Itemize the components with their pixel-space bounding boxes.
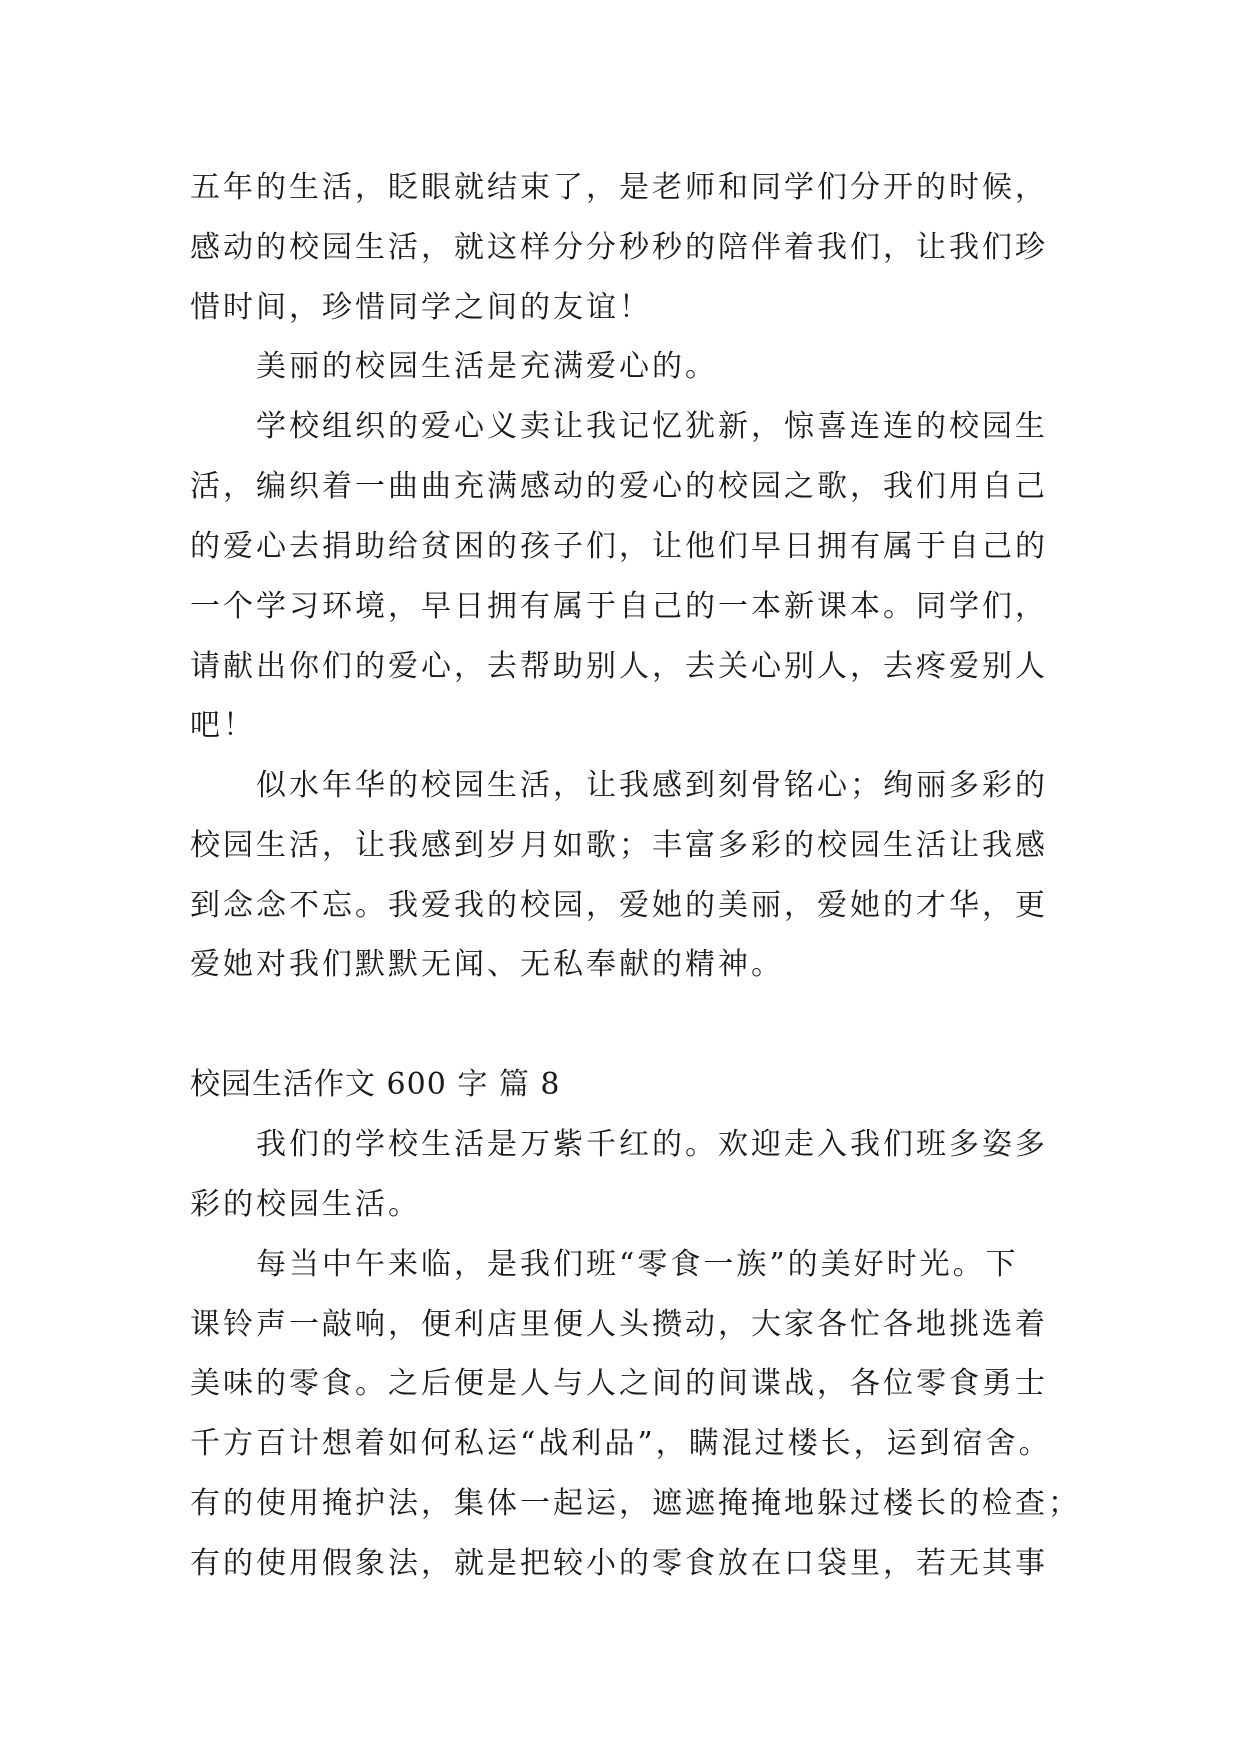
snack-line-2: 课铃声一敲响，便利店里便人头攒动，大家各忙各地挑选着 (190, 1307, 1048, 1342)
intro-line-3: 惜时间，珍惜同学之间的友谊！ (190, 290, 652, 325)
snack-line-1: 每当中午来临，是我们班“零食一族”的美好时光。下 (256, 1247, 1019, 1282)
love-intro-line: 美丽的校园生活是充满爱心的。 (256, 349, 718, 384)
charity-line-4: 一个学习环境，早日拥有属于自己的一本新课本。同学们， (190, 589, 1048, 624)
snack-line-5: 有的使用掩护法，集体一起运，遮遮掩掩地躲过楼长的检查； (190, 1486, 1081, 1521)
charity-line-6: 吧！ (190, 708, 256, 743)
closing-line-2: 校园生活，让我感到岁月如歌；丰富多彩的校园生活让我感 (190, 828, 1048, 863)
snack-line-6: 有的使用假象法，就是把较小的零食放在口袋里，若无其事 (190, 1546, 1048, 1581)
charity-line-5: 请献出你们的爱心，去帮助别人，去关心别人，去疼爱别人 (190, 649, 1048, 684)
charity-line-3: 的爱心去捐助给贫困的孩子们，让他们早日拥有属于自己的 (190, 529, 1048, 564)
snack-line-3: 美味的零食。之后便是人与人之间的间谍战，各位零食勇士 (190, 1366, 1048, 1401)
intro-line-2: 感动的校园生活，就这样分分秒秒的陪伴着我们，让我们珍 (190, 230, 1048, 265)
section-intro-line-2: 彩的校园生活。 (190, 1187, 421, 1222)
intro-line-1: 五年的生活，眨眼就结束了，是老师和同学们分开的时候， (190, 170, 1048, 205)
section-heading: 校园生活作文 600 字 篇 8 (190, 1067, 561, 1102)
closing-line-1: 似水年华的校园生活，让我感到刻骨铭心；绚丽多彩的 (256, 768, 1048, 803)
snack-line-4: 千方百计想着如何私运“战利品”，瞒混过楼长，运到宿舍。 (190, 1426, 1052, 1461)
charity-line-1: 学校组织的爱心义卖让我记忆犹新，惊喜连连的校园生 (256, 409, 1048, 444)
closing-line-4: 爱她对我们默默无闻、无私奉献的精神。 (190, 947, 784, 982)
charity-line-2: 活，编织着一曲曲充满感动的爱心的校园之歌，我们用自己 (190, 469, 1048, 504)
section-intro-line-1: 我们的学校生活是万紫千红的。欢迎走入我们班多姿多 (256, 1127, 1048, 1162)
closing-line-3: 到念念不忘。我爱我的校园，爱她的美丽，爱她的才华，更 (190, 888, 1048, 923)
